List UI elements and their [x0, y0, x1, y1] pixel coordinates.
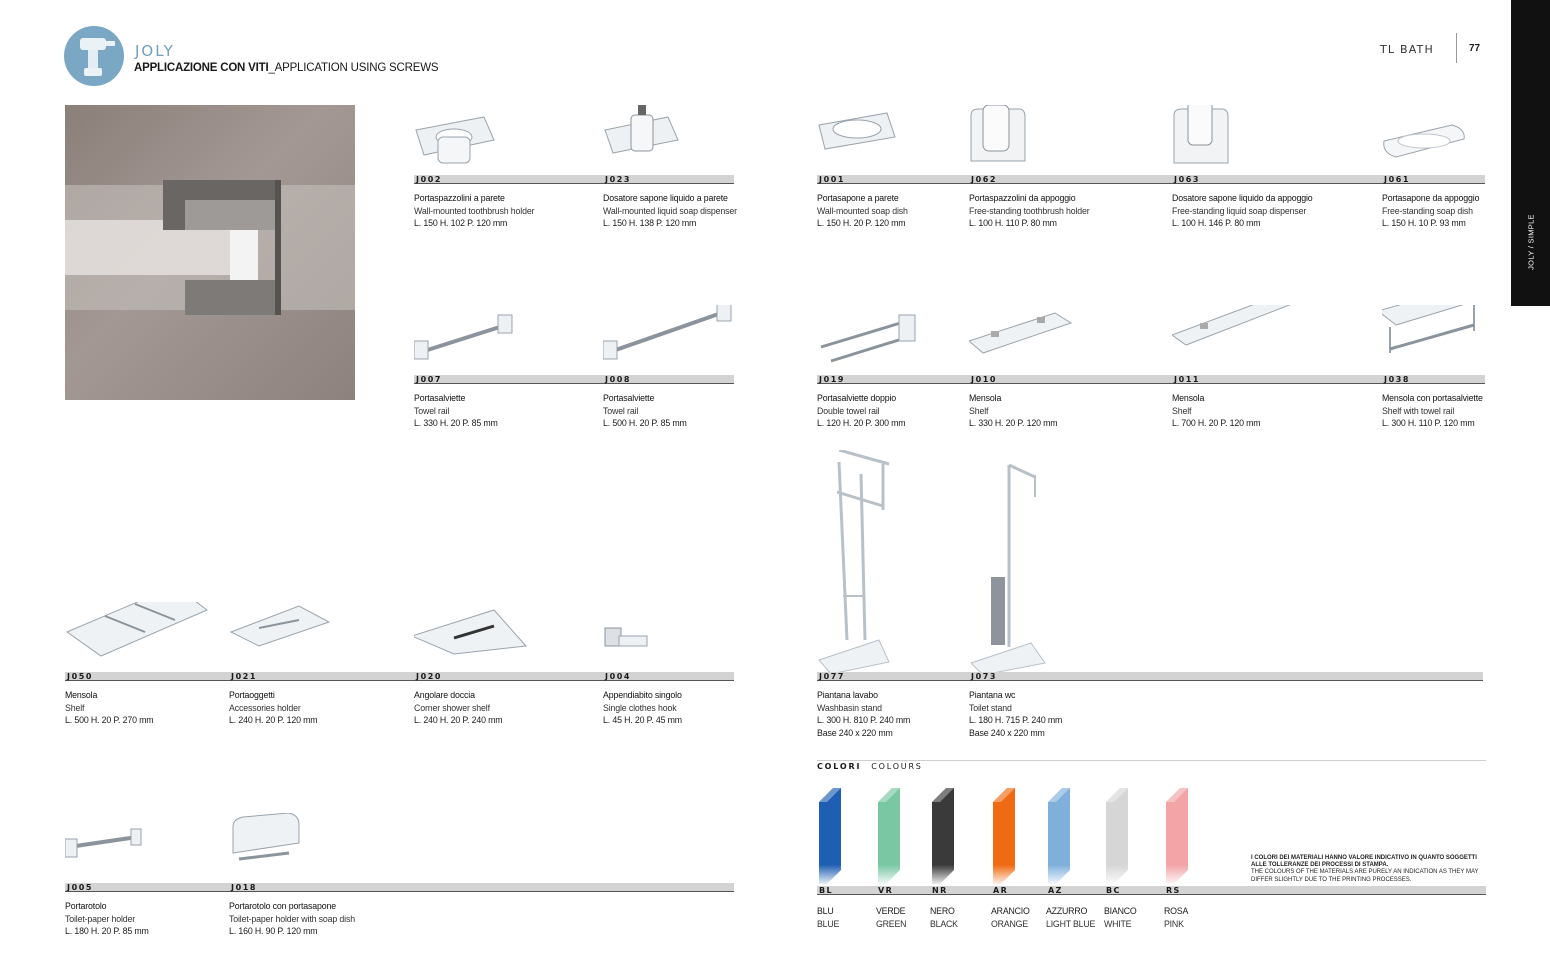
colour-name — [1046, 905, 1095, 930]
product-name-it: Portarotolo — [65, 901, 107, 911]
product-dimensions: L. 300 H. 810 P. 240 mm — [817, 715, 911, 726]
product-name-en: Shelf with towel rail — [1382, 405, 1455, 416]
colour-name-en: ORANGE — [991, 918, 1028, 929]
product-name-en: Washbasin stand — [817, 702, 882, 713]
product-dimensions: L. 45 H. 20 P. 45 mm — [603, 715, 682, 726]
product-dimensions: L. 150 H. 138 P. 120 mm — [603, 218, 697, 229]
subtitle-bold: APPLICAZIONE CON VITI — [134, 62, 269, 74]
colour-swatch-ar — [991, 788, 1015, 884]
product-name-en: Free-standing liquid soap dispenser — [1172, 205, 1307, 216]
product-dimensions: L. 240 H. 20 P. 120 mm — [229, 715, 318, 726]
colours-label-it: COLORI — [817, 762, 862, 771]
colour-disclaimer — [1251, 855, 1481, 884]
colour-name — [1164, 905, 1188, 930]
standing-toothbrush-holder-icon — [969, 105, 1172, 175]
product-name-en: Shelf — [65, 702, 85, 713]
subtitle-rest: _APPLICATION USING SCREWS — [268, 62, 439, 74]
product-name-it: Portasapone a parete — [817, 193, 899, 203]
product-dimensions: L. 500 H. 20 P. 85 mm — [603, 418, 687, 429]
washbasin-stand-icon — [817, 450, 969, 675]
side-tab-label: JOLY / SIMPLE — [1526, 214, 1536, 270]
product-code: J021 — [229, 672, 414, 681]
product-name-it: Mensola — [65, 690, 98, 700]
header-divider — [1456, 33, 1457, 63]
product-name-en: Wall-mounted soap dish — [817, 205, 908, 216]
product-text — [603, 689, 682, 727]
product-text — [1172, 192, 1313, 230]
product-name-en: Double towel rail — [817, 405, 880, 416]
product-dimensions: L. 120 H. 20 P. 300 mm — [817, 418, 906, 429]
colour-name — [876, 905, 906, 930]
product-name-it: Piantana lavabo — [817, 690, 878, 700]
colours-divider — [817, 760, 1486, 761]
colour-swatch-bc — [1104, 788, 1128, 884]
product-dimensions: L. 150 H. 102 P. 120 mm — [414, 218, 508, 229]
product-dimensions: L. 330 H. 20 P. 85 mm — [414, 418, 498, 429]
product-name-en: Accessories holder — [229, 702, 301, 713]
standing-soap-dispenser-icon — [1172, 105, 1382, 175]
product-code: J061 — [1382, 175, 1485, 184]
toilet-stand-icon — [969, 457, 1089, 682]
product-name-en: Free-standing toothbrush holder — [969, 205, 1090, 216]
product-name-it: Dosatore sapone liquido a parete — [603, 193, 728, 203]
product-code: J007 — [414, 375, 603, 384]
product-code: J073 — [969, 672, 1483, 681]
product-text — [229, 689, 317, 727]
product-name-it: Piantana wc — [969, 690, 1016, 700]
page-subtitle — [134, 62, 438, 74]
product-name-it: Portasalviette — [414, 393, 466, 403]
product-code: J005 — [65, 883, 229, 892]
product-name-it: Portaspazzolini da appoggio — [969, 193, 1076, 203]
product-text — [1172, 392, 1260, 430]
large-shelf-icon — [65, 602, 229, 672]
towel-rail-long-icon — [603, 305, 734, 375]
product-name-en: Wall-mounted liquid soap dispenser — [603, 205, 737, 216]
product-name-en: Toilet-paper holder with soap dish — [229, 913, 355, 924]
product-detail-photo — [65, 105, 355, 400]
colour-swatch-nr — [930, 788, 954, 884]
product-name-it: Dosatore sapone liquido da appoggio — [1172, 193, 1313, 203]
product-name-en: Wall-mounted toothbrush holder — [414, 205, 535, 216]
colour-swatch-vr — [876, 788, 900, 884]
product-code: J001 — [817, 175, 969, 184]
product-code: J010 — [969, 375, 1172, 384]
double-towel-rail-icon — [817, 305, 969, 375]
product-name-en: Towel rail — [414, 405, 450, 416]
product-text — [414, 392, 498, 430]
towel-rail-icon — [414, 305, 603, 375]
product-name-en: Single clothes hook — [603, 702, 677, 713]
product-name-en: Toilet stand — [969, 702, 1012, 713]
corner-shelf-icon — [414, 602, 603, 672]
product-name-it: Angolare doccia — [414, 690, 475, 700]
colour-code: BL — [819, 886, 833, 895]
colour-name — [1104, 905, 1137, 930]
colour-disclaimer-it: I COLORI DEI MATERIALI HANNO VALORE INDICATIVO IN QUANTO SOGGETTI ALLE TOLLERANZE DEI PROCESSI DI STAMPA. — [1251, 855, 1477, 869]
product-name-it: Portasalviette doppio — [817, 393, 897, 403]
colour-code-bar — [817, 886, 1486, 895]
colour-name — [817, 905, 839, 930]
product-text — [414, 689, 502, 727]
colour-code: RS — [1166, 886, 1181, 895]
product-name-en: Shelf — [969, 405, 989, 416]
product-name-it: Appendiabito singolo — [603, 690, 682, 700]
colour-swatch-bl — [817, 788, 841, 884]
product-name-it: Portasapone da appoggio — [1382, 193, 1480, 203]
colour-name-en: BLUE — [817, 918, 840, 929]
standing-soap-dish-icon — [1382, 105, 1485, 175]
product-text — [1382, 192, 1479, 230]
colour-name-en: LIGHT BLUE — [1046, 918, 1096, 929]
colour-name-it: AZZURRO — [1046, 906, 1088, 916]
product-text — [1382, 392, 1483, 430]
product-dimensions: L. 240 H. 20 P. 240 mm — [414, 715, 503, 726]
product-text — [969, 392, 1057, 430]
colour-name-en: BLACK — [930, 918, 958, 929]
product-code: J018 — [229, 883, 734, 892]
product-name-en: Free-standing soap dish — [1382, 205, 1473, 216]
product-text — [229, 900, 355, 938]
colour-code: AR — [993, 886, 1009, 895]
colour-name-it: BLU — [817, 906, 834, 916]
product-code: J023 — [603, 175, 734, 184]
colour-name-it: BIANCO — [1104, 906, 1137, 916]
product-base: Base 240 x 220 mm — [817, 727, 893, 738]
product-text — [65, 900, 149, 938]
product-text — [969, 689, 1062, 739]
brand-title: JOLY — [135, 42, 175, 60]
product-name-it: Portaspazzolini a parete — [414, 193, 505, 203]
long-glass-shelf-icon — [1172, 305, 1382, 375]
product-code: J019 — [817, 375, 969, 384]
colour-disclaimer-en: THE COLOURS OF THE MATERIALS ARE PURELY AN INDICATION AS THEY MAY DIFFER SLIGHTLY DUE TO THE PRINTING PROCESSES. — [1251, 869, 1479, 883]
colour-code: AZ — [1048, 886, 1063, 895]
page-number: 77 — [1469, 43, 1481, 54]
colour-name-en: WHITE — [1104, 918, 1132, 929]
product-code: J004 — [603, 672, 734, 681]
colour-swatch-az — [1046, 788, 1070, 884]
product-name-en: Toilet-paper holder — [65, 913, 136, 924]
product-code: J077 — [817, 672, 969, 681]
colour-name-it: ROSA — [1164, 906, 1189, 916]
colour-name-en: GREEN — [876, 918, 907, 929]
product-text — [969, 192, 1090, 230]
product-code: J020 — [414, 672, 603, 681]
product-dimensions: L. 150 H. 20 P. 120 mm — [817, 218, 906, 229]
product-text — [65, 689, 153, 727]
product-name-it: Mensola — [969, 393, 1002, 403]
colour-name — [930, 905, 958, 930]
colour-swatch-rs — [1164, 788, 1188, 884]
product-code: J050 — [65, 672, 229, 681]
product-name-en: Shelf — [1172, 405, 1192, 416]
product-code: J063 — [1172, 175, 1382, 184]
product-text — [817, 689, 910, 739]
accessories-holder-icon — [229, 602, 414, 672]
toilet-paper-holder-soap-dish-icon — [229, 813, 734, 883]
drill-logo-icon — [64, 26, 124, 86]
product-name-en: Towel rail — [603, 405, 639, 416]
product-base: Base 240 x 220 mm — [969, 727, 1045, 738]
product-dimensions: L. 180 H. 715 P. 240 mm — [969, 715, 1063, 726]
colour-code: BC — [1106, 886, 1121, 895]
colour-name — [991, 905, 1030, 930]
product-dimensions: L. 100 H. 110 P. 80 mm — [969, 218, 1057, 229]
product-code: J038 — [1382, 375, 1485, 384]
soap-dish-icon — [817, 105, 969, 175]
product-dimensions: L. 180 H. 20 P. 85 mm — [65, 926, 149, 937]
brand-mark: TL BATH — [1380, 43, 1434, 56]
colour-name-it: ARANCIO — [991, 906, 1030, 916]
colours-heading — [817, 762, 923, 771]
colour-code: VR — [878, 886, 894, 895]
product-dimensions: L. 160 H. 90 P. 120 mm — [229, 926, 318, 937]
product-name-it: Portarotolo con portasapone — [229, 901, 336, 911]
product-text — [414, 192, 534, 230]
product-name-en: Corner shower shelf — [414, 702, 490, 713]
product-dimensions: L. 330 H. 20 P. 120 mm — [969, 418, 1058, 429]
product-dimensions: L. 150 H. 10 P. 93 mm — [1382, 218, 1466, 229]
soap-dispenser-icon — [603, 105, 734, 175]
product-text — [603, 192, 737, 230]
colour-name-en: PINK — [1164, 918, 1184, 929]
product-name-it: Mensola — [1172, 393, 1205, 403]
colour-name-it: NERO — [930, 906, 955, 916]
product-name-it: Portaoggetti — [229, 690, 275, 700]
product-dimensions: L. 100 H. 146 P. 80 mm — [1172, 218, 1261, 229]
clothes-hook-icon — [603, 602, 734, 672]
glass-shelf-icon — [969, 305, 1172, 375]
product-code: J002 — [414, 175, 734, 184]
product-dimensions: L. 300 H. 110 P. 120 mm — [1382, 418, 1475, 429]
product-code: J011 — [1172, 375, 1382, 384]
colours-label-en: COLOURS — [871, 762, 923, 771]
product-code: J008 — [603, 375, 734, 384]
product-dimensions: L. 500 H. 20 P. 270 mm — [65, 715, 154, 726]
colour-code: NR — [932, 886, 948, 895]
product-name-it: Portasalviette — [603, 393, 655, 403]
product-text — [603, 392, 687, 430]
shelf-with-towel-rail-icon — [1382, 305, 1485, 375]
product-text — [817, 192, 908, 230]
product-text — [817, 392, 905, 430]
toilet-paper-holder-icon — [65, 813, 229, 883]
product-dimensions: L. 700 H. 20 P. 120 mm — [1172, 418, 1261, 429]
product-code: J062 — [969, 175, 1172, 184]
colour-name-it: VERDE — [876, 906, 906, 916]
product-name-it: Mensola con portasalviette — [1382, 393, 1483, 403]
